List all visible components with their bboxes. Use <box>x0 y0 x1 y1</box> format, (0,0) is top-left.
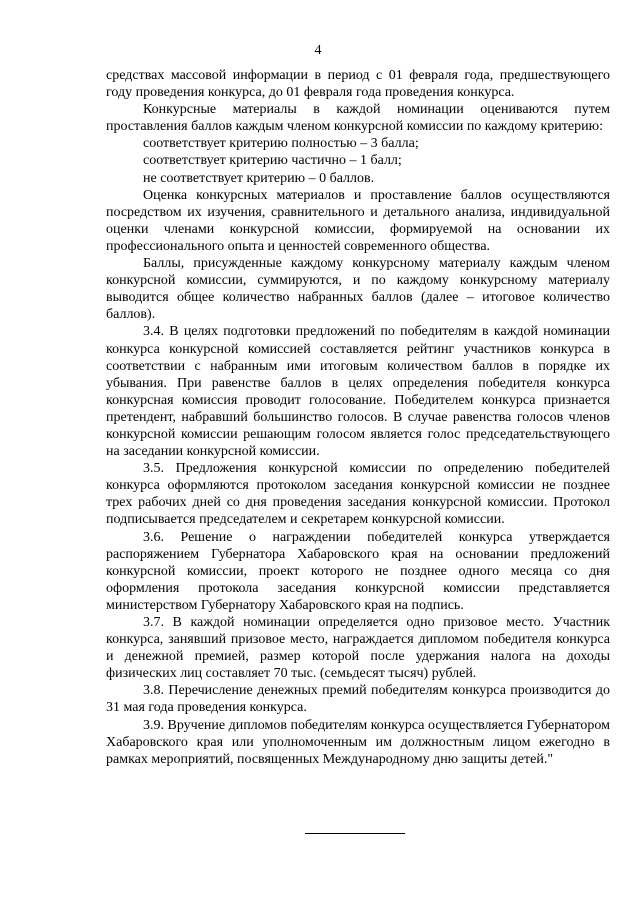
criterion-item-none: не соответствует критерию – 0 баллов. <box>143 170 375 186</box>
criterion-item-full: соответствует критерию полностью – 3 балла; <box>143 136 419 152</box>
paragraph-3-8: 3.8. Перечисление денежных премий победителям конкурса производится до 31 мая года проведения конкурса. <box>106 683 610 716</box>
paragraph-3-6: 3.6. Решение о награждении победителей конкурса утверждается распоряжением Губернатора Хабаровского края на основании предложений конкурсной комиссии, проект которого не позднее одного месяца со дня оформления протокола заседания конкурсной комиссии представляется министерством Губернатору Хабаровского края на подпись. <box>106 529 610 613</box>
paragraph-scoring-intro: Конкурсные материалы в каждой номинации оцениваются путем проставления баллов каждым членом конкурсной комиссии по каждому критерию: <box>106 102 610 135</box>
paragraph-3-7: 3.7. В каждой номинации определяется одно призовое место. Участник конкурса, занявший призовое место, награждается дипломом победителя конкурса и денежной премией, размер которой после удержания налога на доходы физических лиц составляет 70 тыс. (семьдесят тысяч) рублей. <box>106 615 610 682</box>
paragraph-evaluation: Оценка конкурсных материалов и проставление баллов осуществляются посредством их изучения, сравнительного и детального анализа, индивидуальной оценки членами конкурсной комиссии, формируемой на основании их профессионального опыта и ценностей современного общества. <box>106 187 610 254</box>
document-body <box>106 67 610 768</box>
paragraph-continuation: средствах массовой информации в период с 01 февраля года, предшествующего году проведения конкурса, до 01 февраля года проведения конкурса. <box>106 68 610 101</box>
paragraph-points-total: Баллы, присужденные каждому конкурсному материалу каждым членом конкурсной комиссии, суммируются, и по каждому конкурсному материалу выводится общее количество набранных баллов (далее – итоговое количество баллов). <box>106 256 610 323</box>
criterion-item-partial: соответствует критерию частично – 1 балл; <box>143 153 402 169</box>
paragraph-3-5: 3.5. Предложения конкурсной комиссии по определению победителей конкурса оформляются протоколом заседания конкурсной комиссии не позднее трех рабочих дней со дня проведения заседания конкурсной комиссии. Протокол подписывается председателем и секретарем конкурсной комиссии. <box>106 461 610 528</box>
end-separator-line <box>305 833 405 834</box>
paragraph-3-4: 3.4. В целях подготовки предложений по победителям в каждой номинации конкурса конкурсной комиссией составляется рейтинг участников конкурса в соответствии с набранным ими итоговым количеством баллов в порядке их убывания. При равенстве баллов в целях определения победителя конкурса конкурсная комиссия проводит голосование. Победителем конкурса признается претендент, набравший большинство голосов. В случае равенства голосов членов конкурсной комиссии решающим голосом является голос председательствующего на заседании конкурсной комиссии. <box>106 324 610 460</box>
page-number: 4 <box>314 43 322 58</box>
paragraph-3-9: 3.9. Вручение дипломов победителям конкурса осуществляется Губернатором Хабаровского края или уполномоченным им должностным лицом ежегодно в рамках мероприятий, посвященных Международному дню защиты детей." <box>106 717 610 767</box>
